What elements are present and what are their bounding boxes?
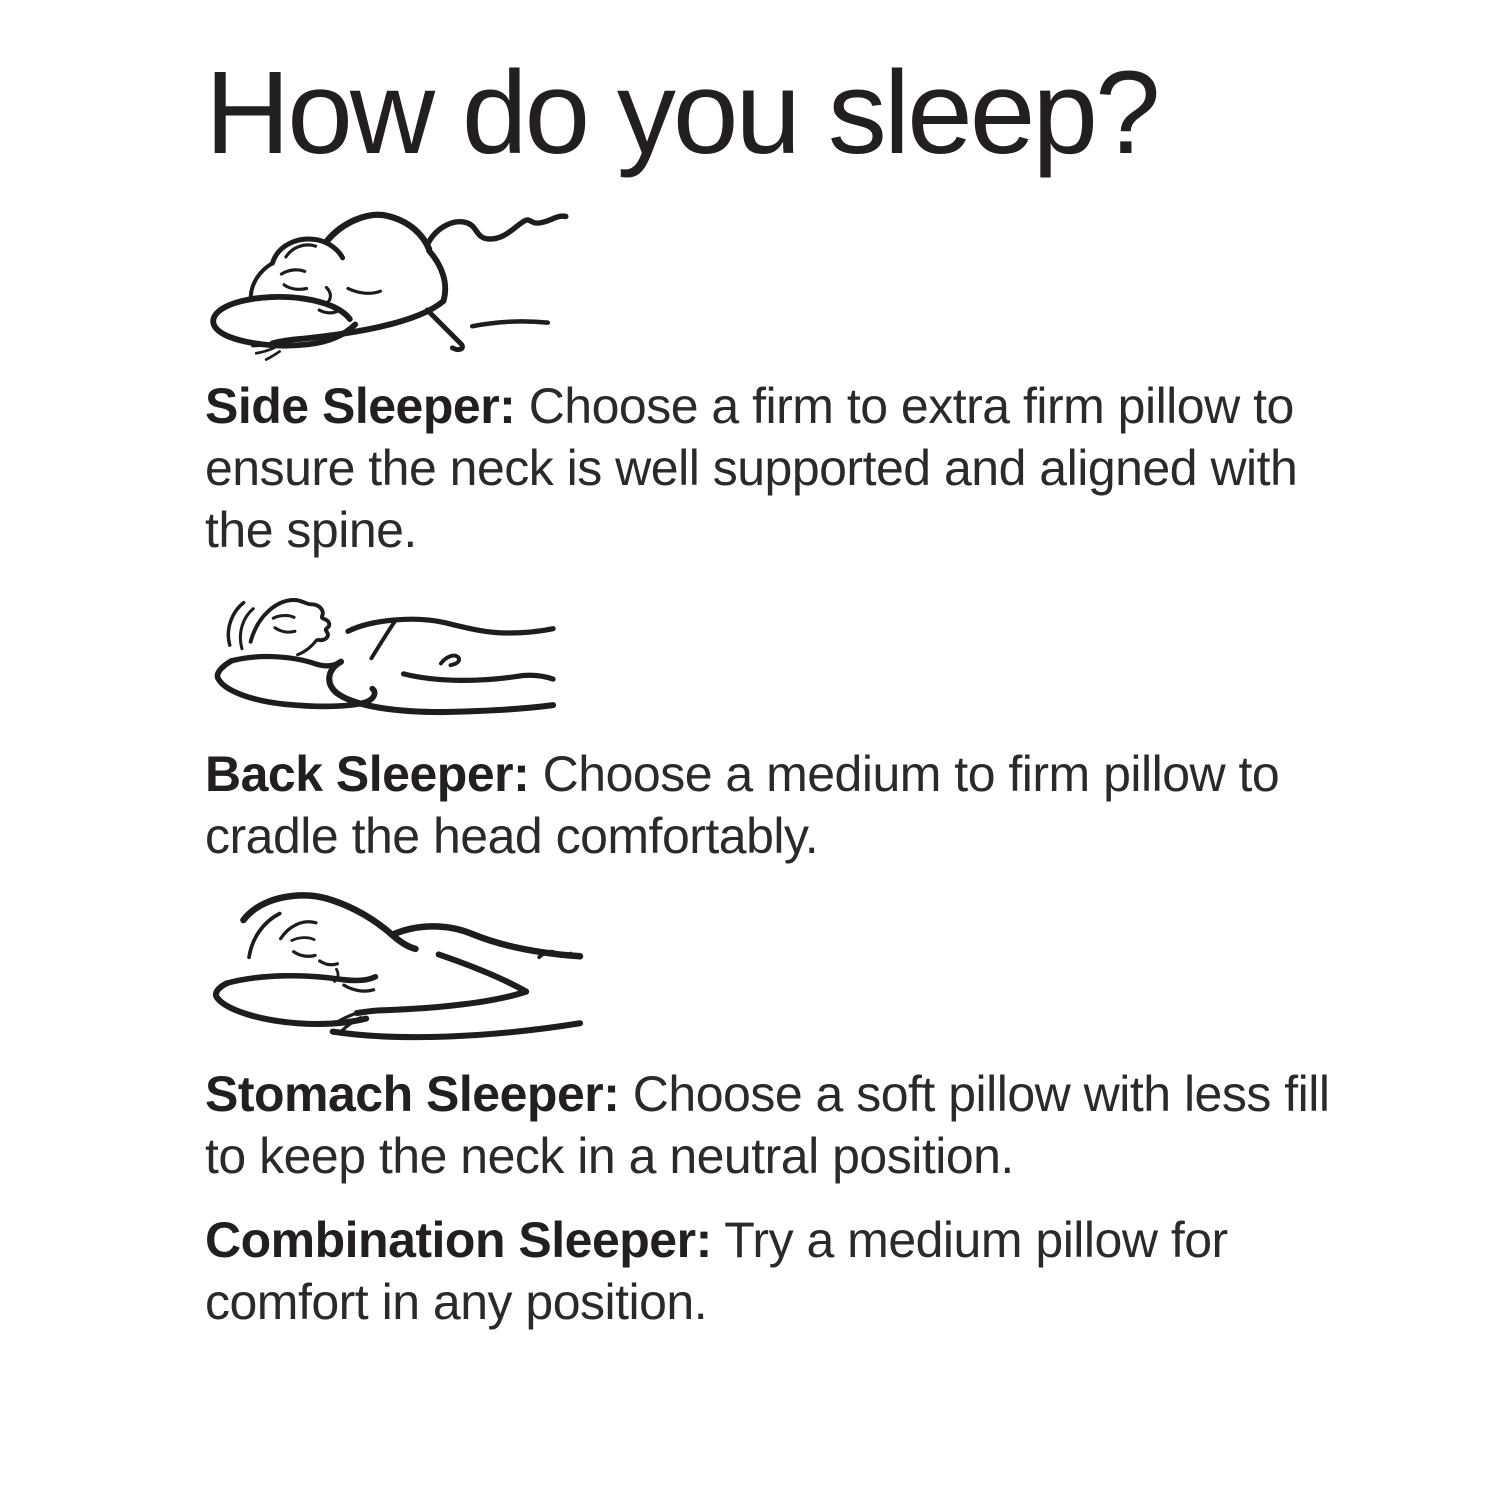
stomach-sleeper-icon: [195, 881, 595, 1053]
stomach-sleeper-description: Choose a soft pillow with less fill to keep the neck in a neutral position.: [205, 1065, 1330, 1184]
back-sleeper-illustration: [195, 579, 1370, 727]
side-sleeper-illustration: [195, 200, 1370, 367]
stomach-sleeper-text: [205, 1063, 1355, 1187]
stomach-sleeper-illustration: [195, 881, 1370, 1053]
stomach-sleeper-label: Stomach Sleeper:: [205, 1065, 620, 1122]
back-sleeper-icon: [195, 579, 560, 727]
side-sleeper-label: Side Sleeper:: [205, 377, 516, 434]
side-sleeper-text: [205, 375, 1355, 561]
side-sleeper-icon: [195, 200, 573, 367]
combination-sleeper-description: Try a medium pillow for comfort in any position.: [205, 1211, 1228, 1330]
side-sleeper-description: Choose a firm to extra firm pillow to ensure the neck is well supported and aligned with the spine.: [205, 377, 1298, 558]
back-sleeper-description: Choose a medium to firm pillow to cradle the head comfortably.: [205, 745, 1280, 864]
combination-sleeper-text: [205, 1209, 1355, 1333]
back-sleeper-label: Back Sleeper:: [205, 745, 530, 802]
combination-sleeper-label: Combination Sleeper:: [205, 1211, 712, 1268]
back-sleeper-text: [205, 743, 1355, 867]
page-title: How do you sleep?: [205, 47, 1158, 179]
